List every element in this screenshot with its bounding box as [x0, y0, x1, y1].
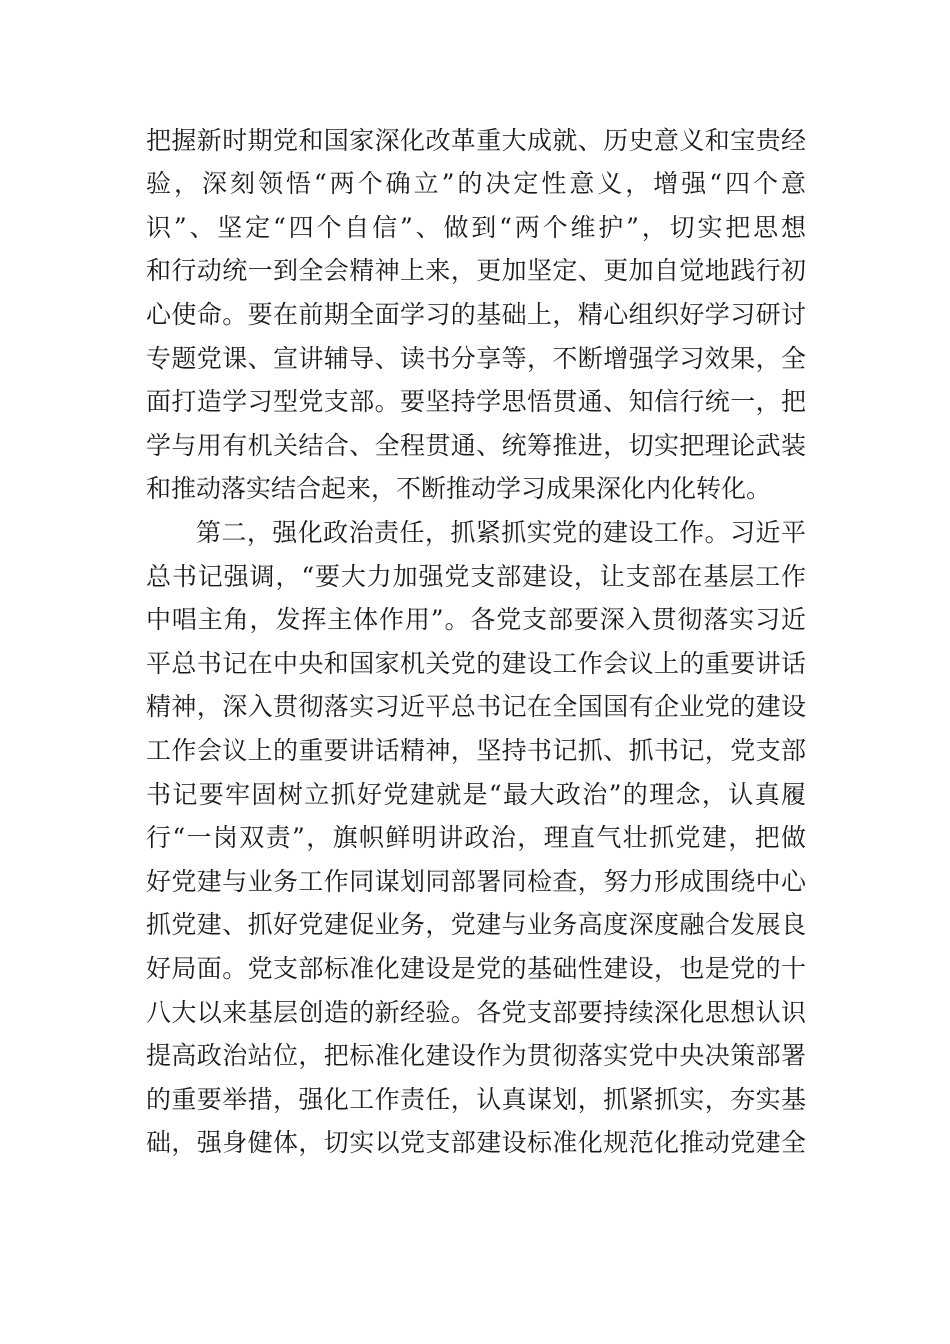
- text-line: 八大以来基层创造的新经验。各党支部要持续深化思想认识: [146, 998, 806, 1027]
- text-line: 平总书记在中央和国家机关党的建设工作会议上的重要讲话: [146, 649, 806, 678]
- text-line: 好局面。党支部标准化建设是党的基础性建设，也是党的十: [146, 954, 806, 983]
- text-line: 和行动统一到全会精神上来，更加坚定、更加自觉地践行初: [146, 256, 806, 285]
- text-line: 工作会议上的重要讲话精神，坚持书记抓、抓书记，党支部: [146, 736, 806, 765]
- text-line: 抓党建、抓好党建促业务，党建与业务高度深度融合发展良: [146, 910, 806, 939]
- text-line: 精神，深入贯彻落实习近平总书记在全国国有企业党的建设: [146, 692, 806, 721]
- text-line: 把握新时期党和国家深化改革重大成就、历史意义和宝贵经: [146, 126, 806, 155]
- text-line: 总书记强调，“要大力加强党支部建设，让支部在基层工作: [146, 562, 806, 591]
- text-line: 学与用有机关结合、全程贯通、统筹推进，切实把理论武装: [146, 431, 806, 460]
- text-line: 面打造学习型党支部。要坚持学思悟贯通、知信行统一，把: [146, 387, 806, 416]
- text-line: 础，强身健体，切实以党支部建设标准化规范化推动党建全: [146, 1128, 806, 1157]
- text-line: 识”、坚定“四个自信”、做到“两个维护”，切实把思想: [146, 213, 806, 242]
- text-line: 专题党课、宣讲辅导、读书分享等，不断增强学习效果，全: [146, 344, 806, 373]
- text-line: 中唱主角，发挥主体作用”。各党支部要深入贯彻落实习近: [146, 605, 806, 634]
- paragraph-first-line: 第二，强化政治责任，抓紧抓实党的建设工作。习近平: [196, 518, 806, 547]
- text-line: 行“一岗双责”，旗帜鲜明讲政治，理直气壮抓党建，把做: [146, 823, 806, 852]
- text-line: 心使命。要在前期全面学习的基础上，精心组织好学习研讨: [146, 300, 806, 329]
- text-line: 书记要牢固树立抓好党建就是“最大政治”的理念，认真履: [146, 780, 806, 809]
- text-line: 好党建与业务工作同谋划同部署同检查，努力形成围绕中心: [146, 867, 806, 896]
- text-line: 提高政治站位，把标准化建设作为贯彻落实党中央决策部署: [146, 1041, 806, 1070]
- text-line: 验，深刻领悟“两个确立”的决定性意义，增强“四个意: [146, 169, 806, 198]
- text-line: 的重要举措，强化工作责任，认真谋划，抓紧抓实，夯实基: [146, 1085, 806, 1114]
- text-line: 和推动落实结合起来，不断推动学习成果深化内化转化。: [146, 474, 772, 503]
